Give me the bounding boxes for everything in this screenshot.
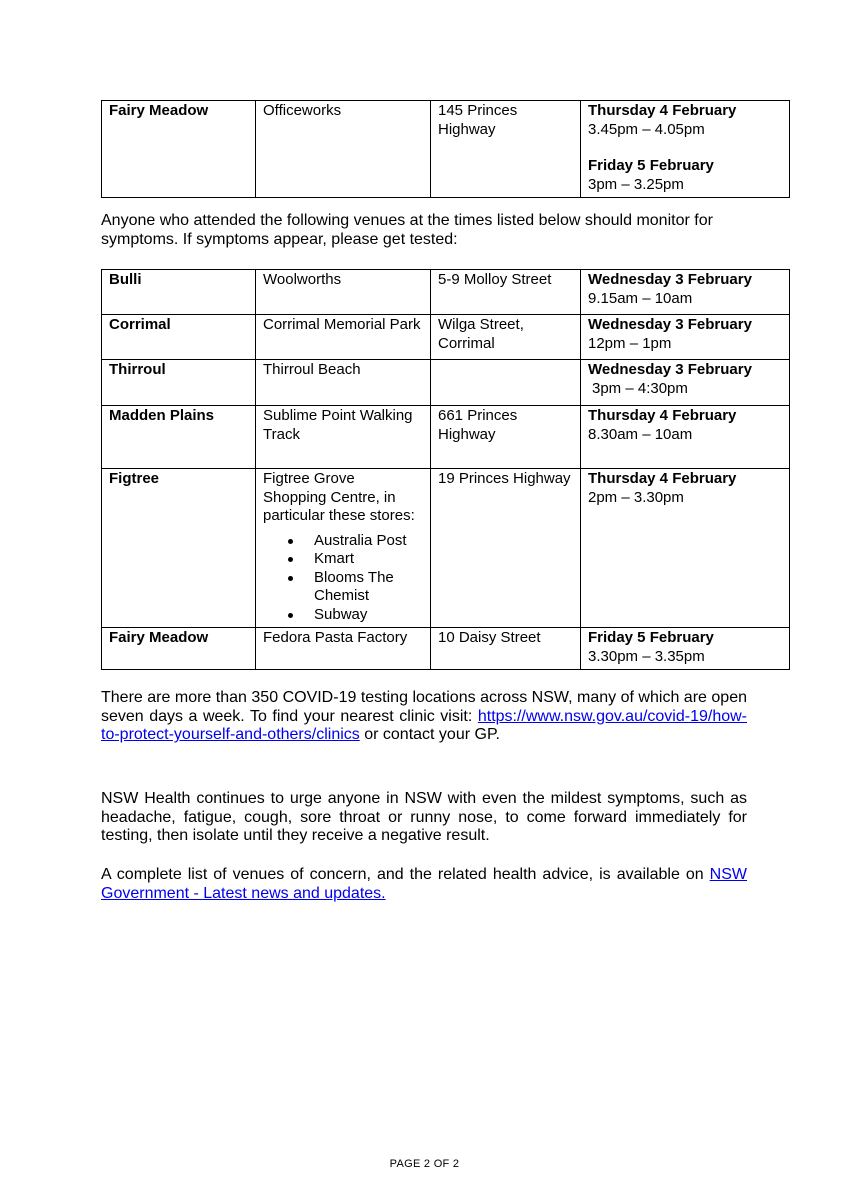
venue-name: Figtree Grove Shopping Centre, in particular these stores: bbox=[263, 470, 415, 524]
exposure-table-monitor bbox=[101, 269, 790, 670]
list-item: Subway bbox=[263, 606, 422, 625]
list-item: Blooms The Chemist bbox=[263, 569, 422, 606]
time-cell bbox=[581, 270, 790, 315]
venue-cell: Thirroul Beach bbox=[256, 360, 431, 406]
venue-cell: Officeworks bbox=[256, 101, 431, 198]
suburb-cell: Bulli bbox=[102, 270, 256, 315]
address-cell: Wilga Street, Corrimal bbox=[431, 315, 581, 360]
table-row bbox=[102, 270, 790, 315]
time-range: 3.30pm – 3.35pm bbox=[588, 647, 705, 665]
venues-list-text: A complete list of venues of concern, and the related health advice, is available on bbox=[101, 866, 704, 883]
urge-paragraph: NSW Health continues to urge anyone in NSW with even the mildest symptoms, such as headache, fatigue, cough, sore throat or runny nose, to come forward immediately for testing, then isolate until they receive a negative result. bbox=[101, 790, 747, 845]
day-label: Thursday 4 February bbox=[588, 470, 737, 487]
table-row bbox=[102, 406, 790, 469]
suburb-cell: Thirroul bbox=[102, 360, 256, 406]
time-cell bbox=[581, 406, 790, 469]
time-range: 8.30am – 10am bbox=[588, 425, 693, 443]
day-label: Wednesday 3 February bbox=[588, 361, 752, 378]
venue-cell: Corrimal Memorial Park bbox=[256, 315, 431, 360]
store-list bbox=[263, 532, 422, 625]
monitor-paragraph: Anyone who attended the following venues at the times listed below should monitor for symptoms. If symptoms appear, please get tested: bbox=[101, 212, 713, 248]
address-cell bbox=[431, 360, 581, 406]
table-row bbox=[102, 101, 790, 198]
time-range: 3pm – 4:30pm bbox=[592, 379, 688, 397]
day-label: Thursday 4 February bbox=[588, 407, 737, 424]
time-cell bbox=[581, 101, 790, 198]
table-row bbox=[102, 315, 790, 360]
exposure-table-top bbox=[101, 100, 790, 198]
table-row bbox=[102, 628, 790, 670]
table-row bbox=[102, 469, 790, 628]
suburb-cell: Madden Plains bbox=[102, 406, 256, 469]
day-label: Wednesday 3 February bbox=[588, 316, 752, 333]
table-row bbox=[102, 360, 790, 406]
suburb-cell: Fairy Meadow bbox=[102, 101, 256, 198]
day-label: Friday 5 February bbox=[588, 157, 714, 174]
time-cell bbox=[581, 315, 790, 360]
time-cell bbox=[581, 360, 790, 406]
list-item: Australia Post bbox=[263, 532, 422, 551]
venue-cell: Sublime Point Walking Track bbox=[256, 406, 431, 469]
address-cell: 10 Daisy Street bbox=[431, 628, 581, 670]
suburb-cell: Corrimal bbox=[102, 315, 256, 360]
testing-text: There are more than 350 COVID-19 testing locations across NSW, many of which are open seven days a week. To find your nearest clinic visit: bbox=[101, 689, 747, 725]
day-label: Wednesday 3 February bbox=[588, 271, 752, 288]
time-range: 3.45pm – 4.05pm bbox=[588, 120, 705, 138]
address-cell: 19 Princes Highway bbox=[431, 469, 581, 628]
time-range: 2pm – 3.30pm bbox=[588, 488, 684, 506]
day-label: Friday 5 February bbox=[588, 629, 714, 646]
venues-list-paragraph bbox=[101, 866, 747, 903]
address-cell: 5-9 Molloy Street bbox=[431, 270, 581, 315]
time-range: 3pm – 3.25pm bbox=[588, 175, 684, 193]
address-cell: 661 Princes Highway bbox=[431, 406, 581, 469]
time-cell bbox=[581, 469, 790, 628]
time-cell bbox=[581, 628, 790, 670]
venue-cell bbox=[256, 469, 431, 628]
venue-cell: Fedora Pasta Factory bbox=[256, 628, 431, 670]
time-range: 12pm – 1pm bbox=[588, 334, 672, 352]
list-item: Kmart bbox=[263, 550, 422, 569]
page-footer: PAGE 2 OF 2 bbox=[389, 1158, 460, 1170]
latest-news-link[interactable]: NSW Government - Latest news and updates. bbox=[101, 866, 747, 902]
venue-cell: Woolworths bbox=[256, 270, 431, 315]
suburb-cell: Figtree bbox=[102, 469, 256, 628]
testing-after-text: or contact your GP. bbox=[364, 726, 500, 744]
time-range: 9.15am – 10am bbox=[588, 289, 693, 307]
clinics-link[interactable]: https://www.nsw.gov.au/covid-19/how-to-protect-yourself-and-others/clinics bbox=[101, 707, 748, 744]
suburb-cell: Fairy Meadow bbox=[102, 628, 256, 670]
day-label: Thursday 4 February bbox=[588, 102, 737, 119]
address-cell: 145 Princes Highway bbox=[431, 101, 581, 198]
testing-paragraph bbox=[101, 689, 747, 745]
